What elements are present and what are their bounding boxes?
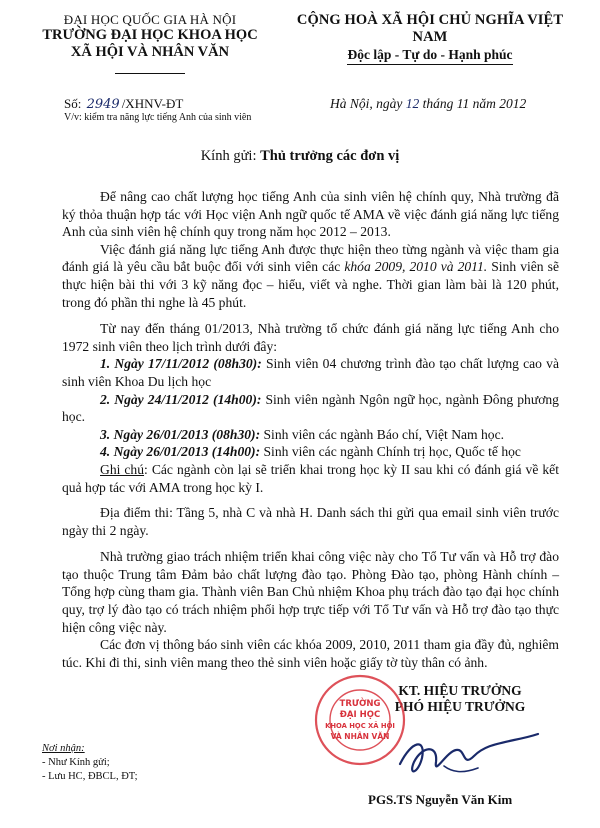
schedule-item-text: Sinh viên các ngành Báo chí, Việt Nam học. bbox=[263, 426, 505, 442]
date-prefix: Hà Nội, ngày bbox=[330, 96, 403, 111]
handwritten-signature-icon bbox=[392, 722, 542, 788]
signer-name: PGS.TS Nguyễn Văn Kim bbox=[368, 792, 513, 807]
stamp-line1: TRƯỜNG bbox=[339, 699, 381, 709]
recipients-title: Nơi nhận: bbox=[42, 743, 85, 754]
paragraph-responsibilities: Nhà trường giao trách nhiệm triển khai công việc này cho Tổ Tư vấn và Hỗ trợ đào tạo thuộc Trung tâm Đảm bảo chất lượng đào tạo. Phòng Đào tạo, phòng Hành chính – Tổng hợp cùng tham gia. Thành viên Ban Chủ nhiệm Khoa phụ trách đào tạo đại học chính quy, trợ lý đào tạo có trách nhiệm phối hợp trực tiếp với Tổ Tư vấn và Hỗ trợ đào tạo thực hiện công việc này. bbox=[62, 549, 559, 635]
greeting bbox=[0, 148, 600, 165]
ref-number-handwritten: 2949 bbox=[86, 97, 120, 112]
school-name-line1: TRƯỜNG ĐẠI HỌC KHOA HỌC bbox=[42, 27, 258, 43]
schedule-item bbox=[62, 355, 559, 390]
paragraph-closing: Các đơn vị thông báo sinh viên các khóa 2009, 2010, 2011 tham gia đầy đủ, nghiêm túc. Khi đi thi, sinh viên mang theo thẻ sinh viên hoặc giấy tờ tùy thân có ảnh. bbox=[62, 637, 559, 670]
date-month-year: tháng 11 năm 2012 bbox=[422, 96, 527, 111]
paragraph-intro: Để nâng cao chất lượng học tiếng Anh của sinh viên hệ chính quy, Nhà trường đã ký thỏa thuận hợp tác với Học viện Anh ngữ quốc tế AMA về việc đánh giá năng lực tiếng Anh của sinh viên hệ chính quy trong năm học 2012 – 2013. bbox=[62, 189, 559, 240]
ref-suffix: /XHNV-ĐT bbox=[121, 96, 184, 111]
letter-body bbox=[62, 188, 559, 671]
p2-cohorts: khóa 2009, 2010 và 2011. bbox=[344, 259, 488, 275]
schedule-note bbox=[62, 461, 559, 496]
greeting-label: Kính gửi: bbox=[200, 148, 257, 164]
university-name: ĐẠI HỌC QUỐC GIA HÀ NỘI bbox=[63, 12, 237, 27]
header-underline bbox=[115, 73, 185, 74]
national-header bbox=[280, 12, 580, 65]
schedule-item-text: Sinh viên ngành Ngôn ngữ học, ngành Đông phương học. bbox=[62, 391, 559, 425]
school-name-line2: XÃ HỘI VÀ NHÂN VĂN bbox=[70, 44, 230, 60]
schedule-item bbox=[62, 443, 559, 461]
ref-prefix: Số: bbox=[64, 96, 82, 111]
recipients bbox=[42, 742, 138, 784]
issuer-header bbox=[30, 12, 270, 79]
national-motto: Độc lập - Tự do - Hạnh phúc bbox=[347, 46, 512, 65]
stamp-line3: KHOA HỌC XÃ HỘI bbox=[325, 722, 395, 730]
stamp-line4: VÀ NHÂN VĂN bbox=[330, 732, 390, 741]
date-day-handwritten: 12 bbox=[405, 96, 420, 111]
country-name: CỘNG HOÀ XÃ HỘI CHỦ NGHĨA VIỆT NAM bbox=[296, 12, 564, 45]
schedule-item-label: 2. Ngày 24/11/2012 (14h00): bbox=[100, 391, 262, 407]
schedule-item-label: 1. Ngày 17/11/2012 (08h30): bbox=[100, 356, 262, 372]
schedule-item bbox=[62, 426, 559, 444]
document-subject: V/v: kiểm tra năng lực tiếng Anh của sinh viên bbox=[64, 112, 252, 123]
schedule-item bbox=[62, 391, 559, 426]
schedule-item-text: Sinh viên 04 chương trình đào tạo chất lượng cao và sinh viên Khoa Du lịch học bbox=[62, 356, 559, 389]
greeting-recipient: Thủ trưởng các đơn vị bbox=[260, 148, 400, 164]
schedule-item-text: Sinh viên các ngành Chính trị học, Quốc tế học bbox=[263, 444, 521, 460]
document-number bbox=[64, 96, 183, 112]
paragraph-requirements bbox=[62, 241, 559, 311]
paragraph-exam-location: Địa điểm thi: Tầng 5, nhà C và nhà H. Danh sách thi gửi qua email sinh viên trước ngày thi 2 ngày. bbox=[62, 505, 559, 538]
signature-line1: KT. HIỆU TRƯỞNG bbox=[398, 683, 522, 698]
p2-part-c: Sinh viên sẽ thực hiện bài thi với 3 kỹ năng đọc – hiểu, viết và nghe. Thời gian làm bài là 120 phút, trong đó phần thi nghe là 45 phút. bbox=[62, 259, 559, 310]
recipient-item: - Lưu HC, ĐBCL, ĐT; bbox=[42, 771, 138, 782]
schedule-item-label: 4. Ngày 26/01/2013 (14h00): bbox=[100, 444, 261, 460]
schedule-item-label: 3. Ngày 26/01/2013 (08h30): bbox=[100, 426, 261, 442]
paragraph-schedule-intro: Từ nay đến tháng 01/2013, Nhà trường tổ chức đánh giá năng lực tiếng Anh cho 1972 sinh viên theo lịch trình dưới đây: bbox=[62, 321, 559, 354]
p2-part-a: Việc đánh giá năng lực tiếng Anh được thực hiện theo từng ngành và việc tham gia đánh giá là yêu cầu bắt buộc đối với sinh viên các bbox=[62, 241, 559, 275]
note-text: : Các ngành còn lại sẽ triển khai trong học kỳ II sau khi có đánh giá về kết quả hợp tác với AMA trong học kỳ I. bbox=[62, 461, 559, 495]
signature-line2: PHÓ HIỆU TRƯỞNG bbox=[394, 699, 526, 714]
issue-date bbox=[330, 96, 526, 112]
recipient-item: - Như Kính gửi; bbox=[42, 757, 110, 768]
stamp-line2: ĐẠI HỌC bbox=[339, 710, 381, 720]
note-label: Ghi chú bbox=[100, 461, 145, 477]
